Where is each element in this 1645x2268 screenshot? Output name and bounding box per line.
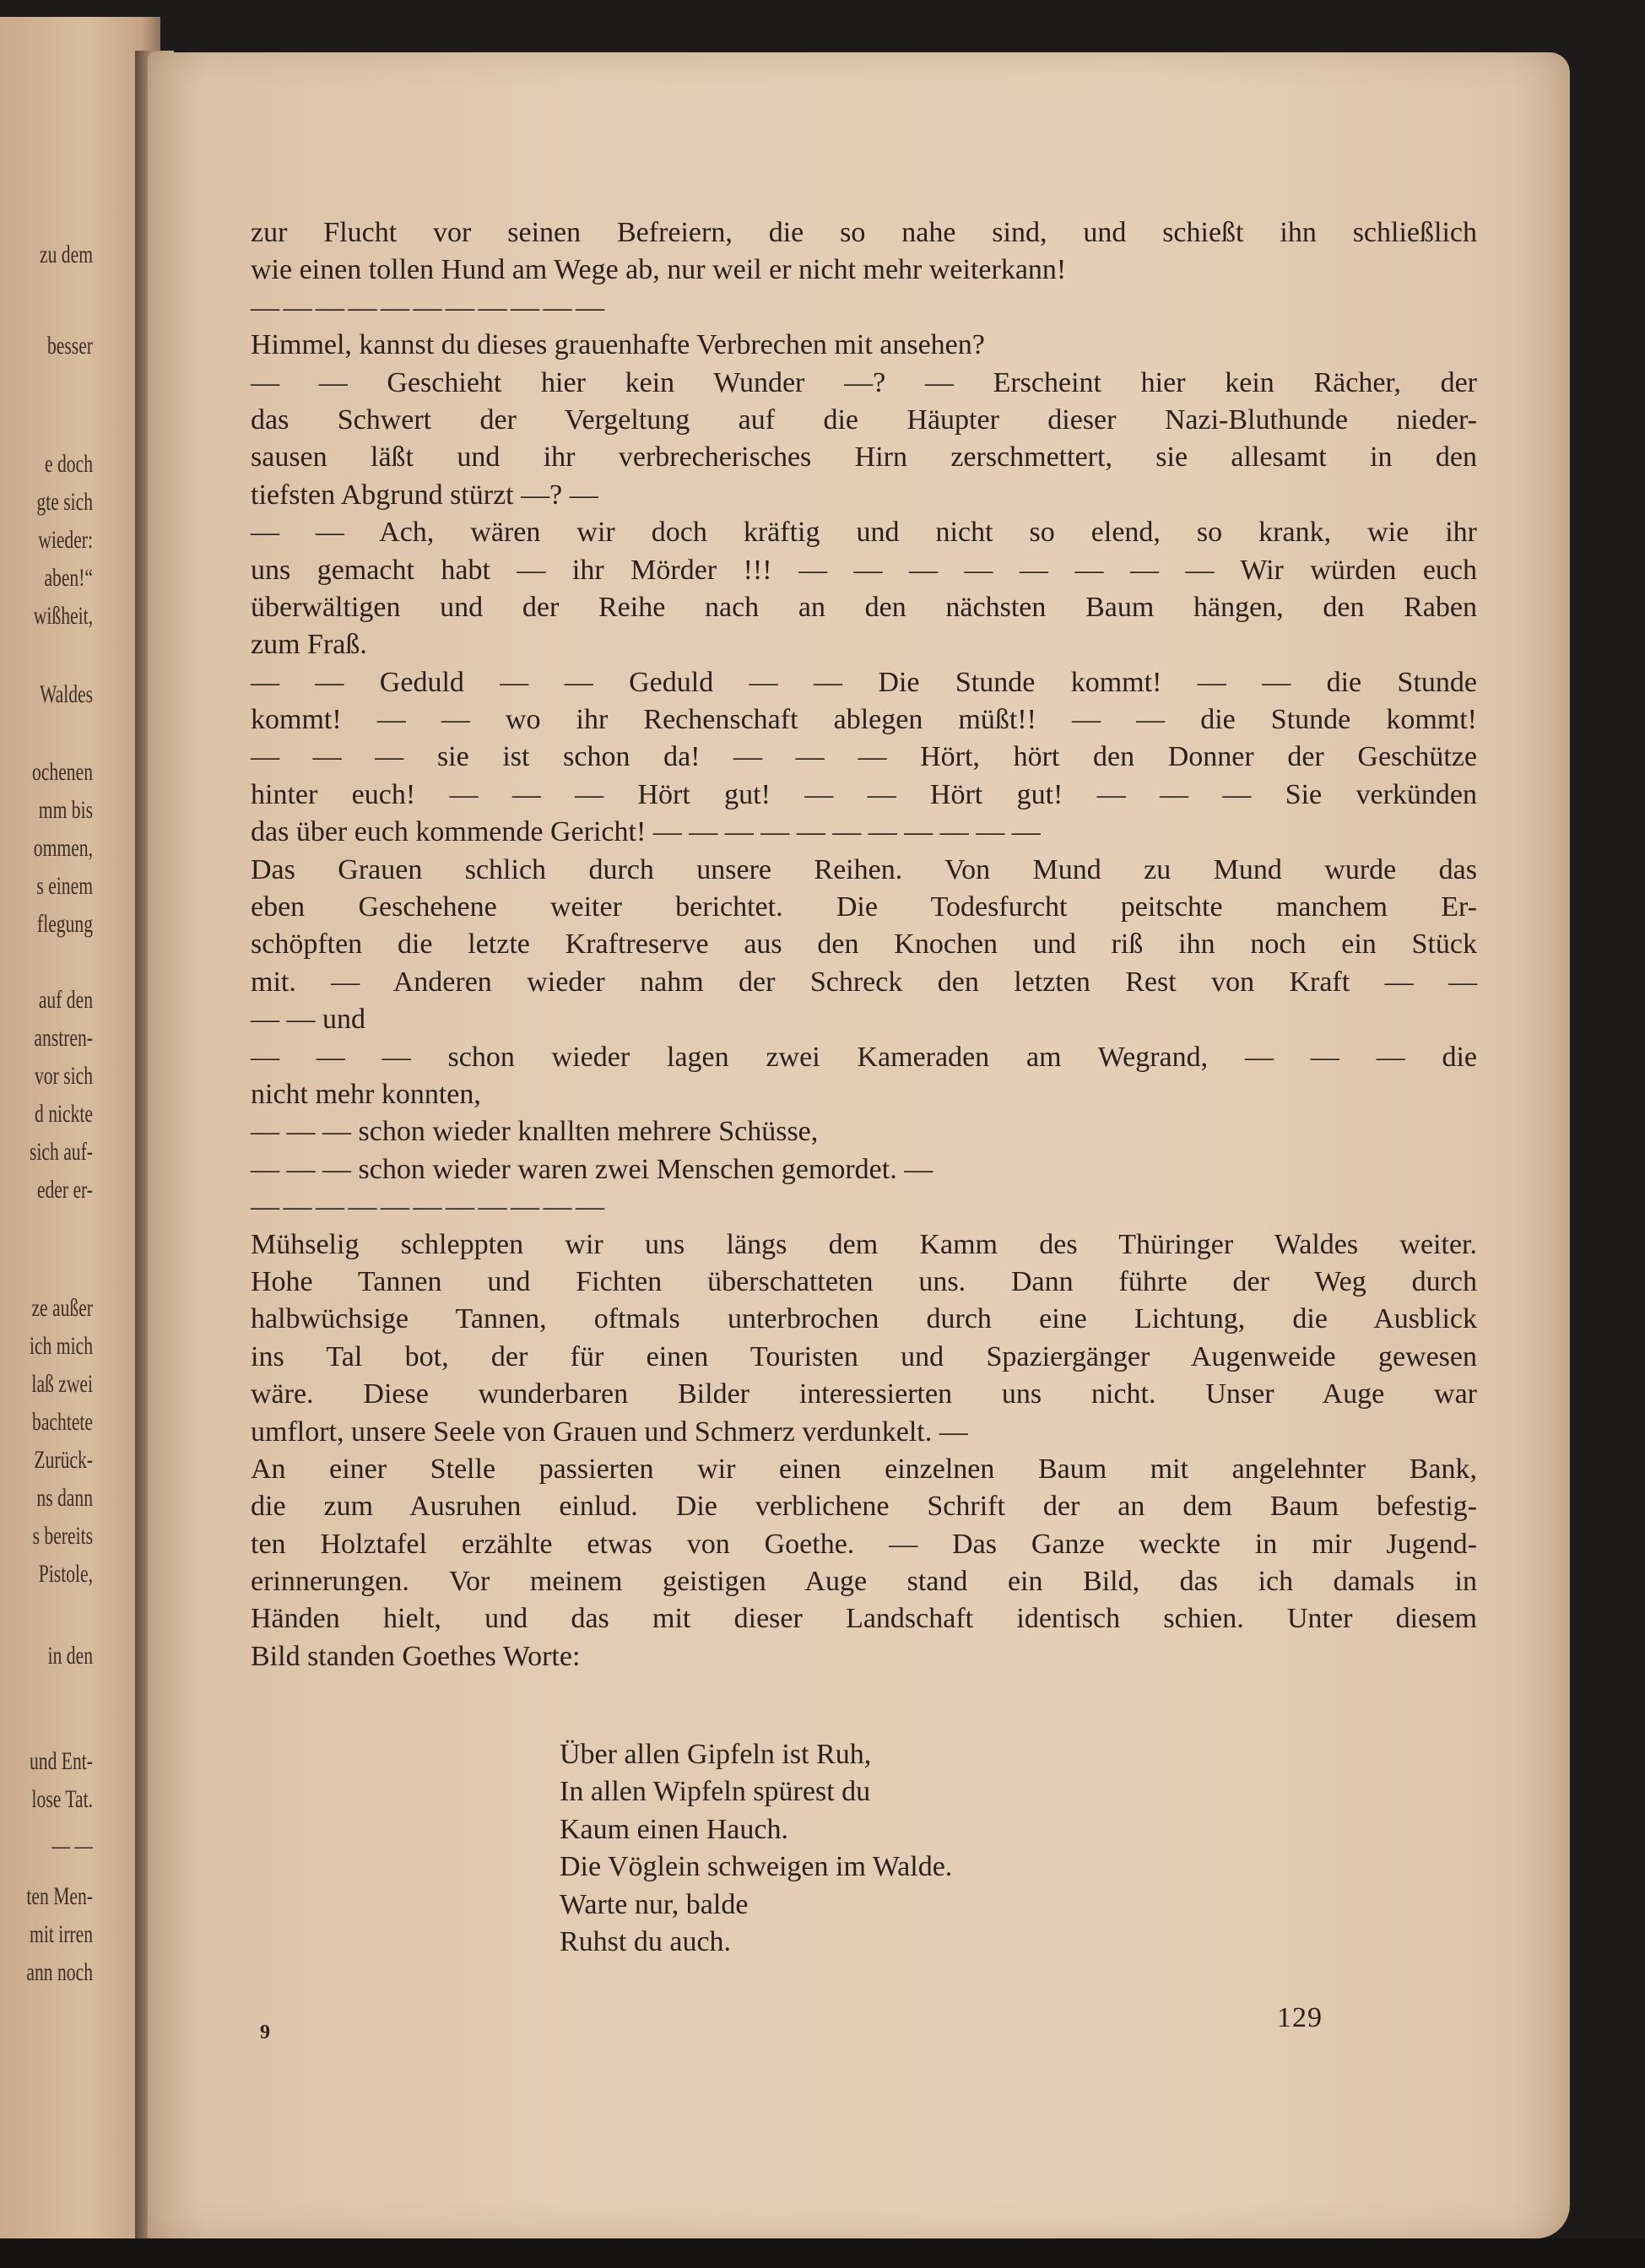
text-line: das über euch kommende Gericht! — — — — — — — — — — — bbox=[251, 816, 1041, 848]
text-line: tiefsten Abgrund stürzt —? — bbox=[251, 479, 598, 511]
text-line: — — — sie ist schon da! — — — Hört, hört den Donner der Geschütze bbox=[251, 741, 1477, 773]
left-page-fragment: wißheit, bbox=[33, 602, 93, 630]
text-line: — — Geschieht hier kein Wunder —? — Erscheint hier kein Rächer, der bbox=[251, 366, 1477, 398]
left-page-fragment: ns dann bbox=[36, 1484, 93, 1512]
text-line: eben Geschehene weiter berichtet. Die Todesfurcht peitschte manchem Er- bbox=[251, 891, 1477, 923]
right-page bbox=[148, 52, 1570, 2238]
dash-rule: — — — — — — — — — — — bbox=[251, 1191, 603, 1223]
left-page-fragment: s bereits bbox=[32, 1522, 93, 1550]
poem-line: Kaum einen Hauch. bbox=[560, 1813, 788, 1845]
text-line: ten Holztafel erzählte etwas von Goethe. — Das Ganze weckte in mir Jugend- bbox=[251, 1528, 1477, 1560]
left-page-fragment: sich auf- bbox=[30, 1138, 93, 1166]
left-page-fragment: wieder: bbox=[38, 526, 93, 554]
left-page-fragment: ann noch bbox=[26, 1958, 93, 1986]
poem-line: Warte nur, balde bbox=[560, 1888, 749, 1920]
text-line: — — Ach, wären wir doch kräftig und nicht so elend, so krank, wie ihr bbox=[251, 517, 1477, 549]
left-page-fragment: — — bbox=[51, 1832, 93, 1859]
left-page-fragment: anstren- bbox=[34, 1024, 94, 1052]
left-page-fragment: flegung bbox=[37, 910, 93, 938]
text-line: wie einen tollen Hund am Wege ab, nur weil er nicht mehr weiterkann! bbox=[251, 254, 1067, 286]
text-line: — — — schon wieder knallten mehrere Schüsse, bbox=[251, 1116, 819, 1148]
text-line: — — — schon wieder waren zwei Menschen gemordet. — bbox=[251, 1153, 933, 1185]
text-line: halbwüchsige Tannen, oftmals unterbrochen durch eine Lichtung, die Ausblick bbox=[251, 1303, 1477, 1335]
left-page-fragment: ochenen bbox=[32, 758, 93, 786]
text-line: Himmel, kannst du dieses grauenhafte Verbrechen mit ansehen? bbox=[251, 329, 985, 361]
left-page-fragment: Zurück- bbox=[34, 1446, 94, 1474]
text-line: umflort, unsere Seele von Grauen und Schmerz verdunkelt. — bbox=[251, 1415, 968, 1448]
left-page-fragment: ommen, bbox=[33, 834, 93, 862]
left-page-fragment: mm bis bbox=[38, 796, 93, 824]
text-line: wäre. Diese wunderbaren Bilder interessierten uns nicht. Unser Auge war bbox=[251, 1378, 1477, 1410]
text-line: zur Flucht vor seinen Befreiern, die so nahe sind, und schießt ihn schließlich bbox=[251, 217, 1477, 248]
poem-line: In allen Wipfeln spürest du bbox=[560, 1776, 871, 1808]
text-line: erinnerungen. Vor meinem geistigen Auge stand ein Bild, das ich damals in bbox=[251, 1566, 1477, 1598]
text-line: — — und bbox=[251, 1004, 365, 1036]
text-line: schöpften die letzte Kraftreserve aus den Knochen und riß ihn noch ein Stück bbox=[251, 928, 1477, 961]
text-line: — — — schon wieder lagen zwei Kameraden am Wegrand, — — — die bbox=[251, 1041, 1477, 1073]
poem-line: Ruhst du auch. bbox=[560, 1925, 732, 1957]
text-line: mit. — Anderen wieder nahm der Schreck den letzten Rest von Kraft — — bbox=[251, 966, 1477, 998]
text-line: ins Tal bot, der für einen Touristen und Spaziergänger Augenweide gewesen bbox=[251, 1340, 1477, 1372]
left-page-fragment: Waldes bbox=[39, 680, 93, 708]
left-page-fragment: besser bbox=[47, 332, 93, 360]
text-line: — — Geduld — — Geduld — — Die Stunde kommt! — — die Stunde bbox=[251, 666, 1477, 698]
text-line: nicht mehr konnten, bbox=[251, 1078, 481, 1110]
text-line: Hohe Tannen und Fichten überschatteten uns. Dann führte der Weg durch bbox=[251, 1265, 1477, 1297]
text-line: An einer Stelle passierten wir einen einzelnen Baum mit angelehnter Bank, bbox=[251, 1453, 1477, 1485]
goethe-poem bbox=[560, 1736, 952, 1961]
signature-mark: 9 bbox=[260, 2022, 270, 2043]
text-line: Das Grauen schlich durch unsere Reihen. Von Mund zu Mund wurde das bbox=[251, 853, 1477, 885]
left-page-fragment: mit irren bbox=[30, 1920, 93, 1948]
text-line: Mühselig schleppten wir uns längs dem Kamm des Thüringer Waldes weiter. bbox=[251, 1228, 1477, 1260]
text-line: überwältigen und der Reihe nach an den nächsten Baum hängen, den Raben bbox=[251, 591, 1477, 623]
body-text bbox=[251, 214, 1477, 1675]
left-page-fragment: ten Men- bbox=[26, 1882, 93, 1910]
poem-line: Über allen Gipfeln ist Ruh, bbox=[560, 1739, 872, 1770]
dash-rule: — — — — — — — — — — — bbox=[251, 291, 603, 323]
left-page-fragment: d nickte bbox=[35, 1100, 93, 1128]
left-page-fragment: aben!“ bbox=[44, 564, 93, 592]
text-line: uns gemacht habt — ihr Mörder !!! — — — — — — — — Wir würden euch bbox=[251, 554, 1477, 586]
text-line: das Schwert der Vergeltung auf die Häupter dieser Nazi-Bluthunde nieder- bbox=[251, 403, 1477, 436]
poem-line: Die Vöglein schweigen im Walde. bbox=[560, 1851, 953, 1883]
left-page-fragment: Pistole, bbox=[38, 1560, 93, 1588]
left-page-fragment: vor sich bbox=[35, 1062, 93, 1090]
text-line: kommt! — — wo ihr Rechenschaft ablegen müßt!! — — die Stunde kommt! bbox=[251, 704, 1477, 736]
left-page-fragment: und Ent- bbox=[30, 1747, 94, 1775]
text-line: die zum Ausruhen einlud. Die verblichene Schrift der an dem Baum befestig- bbox=[251, 1491, 1477, 1523]
page-number: 129 bbox=[1277, 2002, 1323, 2033]
left-page-fragment: zu dem bbox=[40, 241, 93, 268]
left-page-fragment: ich mich bbox=[30, 1332, 93, 1360]
bottom-edge bbox=[0, 2238, 1645, 2268]
left-page-fragment: gte sich bbox=[36, 488, 93, 516]
left-page-fragment: e doch bbox=[45, 450, 93, 478]
left-page-fragment: bachtete bbox=[32, 1408, 93, 1436]
text-line: zum Fraß. bbox=[251, 629, 367, 661]
left-page-fragment: auf den bbox=[38, 986, 93, 1014]
left-page-fragment: lose Tat. bbox=[31, 1785, 93, 1813]
left-page-fragment: ze außer bbox=[31, 1294, 93, 1322]
text-line: hinter euch! — — — Hört gut! — — Hört gut! — — — Sie verkünden bbox=[251, 778, 1477, 810]
text-line: sausen läßt und ihr verbrecherisches Hirn zerschmettert, sie allesamt in den bbox=[251, 441, 1477, 474]
left-page-fragment: laß zwei bbox=[31, 1370, 93, 1398]
text-line: Händen hielt, und das mit dieser Landschaft identisch schien. Unter diesem bbox=[251, 1603, 1477, 1635]
left-page-fragment: s einem bbox=[36, 872, 93, 900]
text-line: Bild standen Goethes Worte: bbox=[251, 1640, 581, 1672]
left-page-fragment: in den bbox=[47, 1642, 93, 1670]
left-page-fragment: eder er- bbox=[36, 1176, 94, 1204]
